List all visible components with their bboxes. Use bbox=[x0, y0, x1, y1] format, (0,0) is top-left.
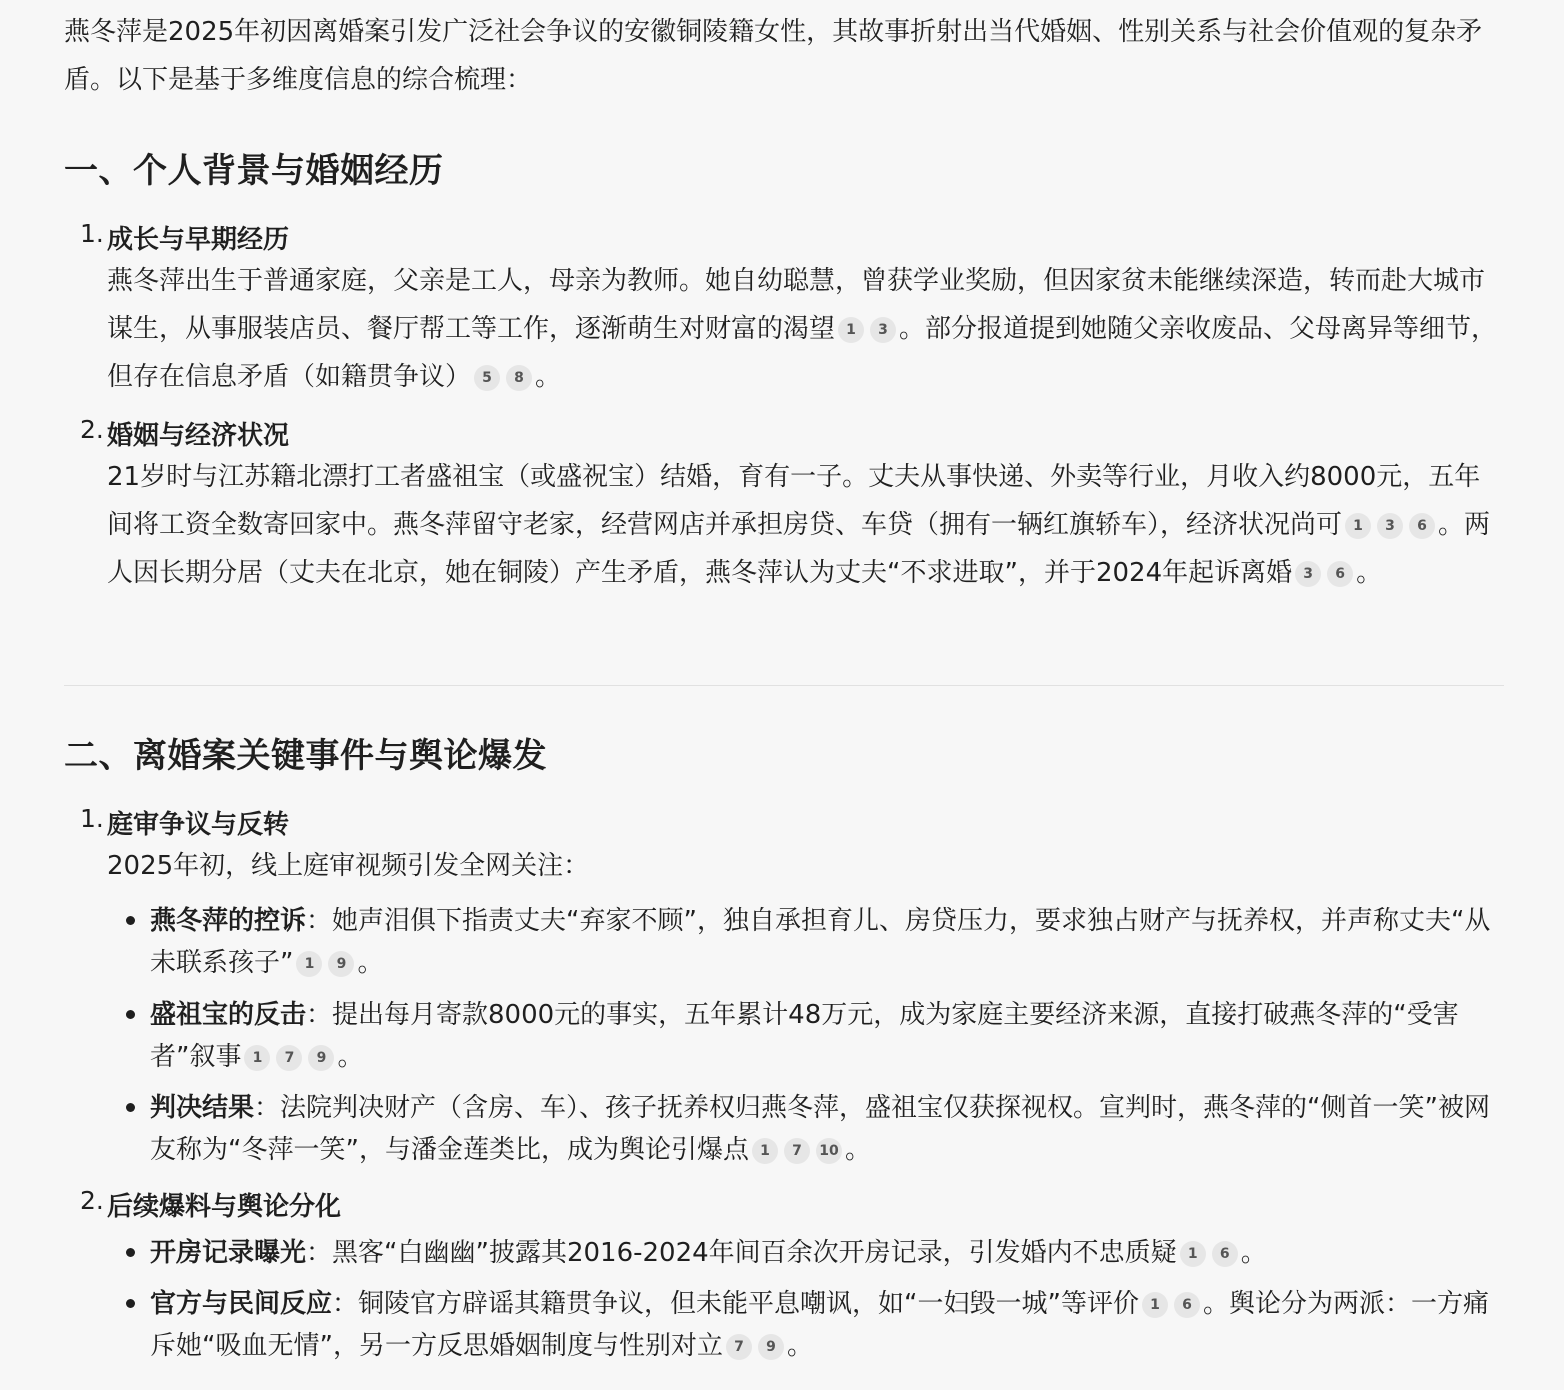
bullet-text: ：法院判决财产（含房、车）、孩子抚养权归燕冬萍，盛祖宝仅获探视权。宣判时，燕冬萍的“侧首一笑”被网友称为“冬萍一笑”，与潘金莲类比，成为舆论引爆点 bbox=[150, 1093, 1490, 1165]
citation-badge[interactable]: 10 bbox=[816, 1138, 842, 1164]
paragraph-text: 。两人因长期分居（丈夫在北京，她在铜陵）产生矛盾，燕冬萍认为丈夫“不求进取”，并于2024年起诉离婚 bbox=[107, 510, 1491, 588]
bullet-text: ：提出每月寄款8000元的事实，五年累计48万元，成为家庭主要经济来源，直接打破燕冬萍的“受害者”叙事 bbox=[150, 1000, 1459, 1072]
citation-badge[interactable]: 8 bbox=[506, 365, 532, 391]
citation-badge[interactable]: 6 bbox=[1174, 1292, 1200, 1318]
item-title: 庭审争议与反转 bbox=[107, 810, 290, 840]
bullet-item bbox=[150, 1232, 1500, 1274]
bullet-text: 。舆论分为两派：一方痛斥她“吸血无情”，另一方反思婚姻制度与性别对立 bbox=[150, 1289, 1489, 1361]
item-number: 1. bbox=[80, 804, 104, 833]
bullet-text: ：黑客“白幽幽”披露其2016-2024年间百余次开房记录，引发婚内不忠质疑 bbox=[306, 1238, 1177, 1268]
bullet-item bbox=[150, 994, 1500, 1078]
citation-badge[interactable]: 1 bbox=[1142, 1292, 1168, 1318]
citation-badge[interactable]: 7 bbox=[784, 1138, 810, 1164]
citation-badge[interactable]: 9 bbox=[308, 1045, 334, 1071]
item-lead: 2025年初，线上庭审视频引发全网关注： bbox=[107, 851, 590, 881]
citation-badge[interactable]: 1 bbox=[1180, 1241, 1206, 1267]
item-paragraph bbox=[107, 257, 1499, 401]
bullet-text: ：她声泪俱下指责丈夫“弃家不顾”，独自承担育儿、房贷压力，要求独占财产与抚养权，并声称丈夫“从未联系孩子” bbox=[150, 906, 1491, 978]
citation-badge[interactable]: 5 bbox=[474, 365, 500, 391]
bullet-item bbox=[150, 1283, 1500, 1367]
citation-badge[interactable]: 6 bbox=[1327, 561, 1353, 587]
bullet-dot bbox=[126, 1299, 135, 1308]
bullet-text: 。 bbox=[357, 948, 384, 978]
bullet-label: 燕冬萍的控诉 bbox=[150, 906, 307, 936]
section-personal-background bbox=[64, 146, 1498, 588]
paragraph-text: 。 bbox=[1356, 558, 1383, 588]
citation-badge[interactable]: 6 bbox=[1409, 513, 1435, 539]
citation-badge[interactable]: 1 bbox=[296, 951, 322, 977]
bullet-text: 。 bbox=[786, 1331, 813, 1361]
item-title: 婚姻与经济状况 bbox=[107, 421, 290, 451]
item-title: 后续爆料与舆论分化 bbox=[107, 1192, 342, 1222]
item-number: 2. bbox=[80, 415, 104, 444]
item-number: 2. bbox=[80, 1186, 104, 1215]
citation-badge[interactable]: 9 bbox=[758, 1334, 784, 1360]
article bbox=[64, 0, 1504, 1361]
bullet-text: 。 bbox=[844, 1135, 871, 1165]
bullet-item bbox=[150, 900, 1500, 984]
section-heading: 二、离婚案关键事件与舆论爆发 bbox=[64, 736, 547, 776]
paragraph-text: 。 bbox=[535, 362, 562, 392]
bullet-label: 盛祖宝的反击 bbox=[150, 1000, 307, 1030]
citation-badge[interactable]: 1 bbox=[1345, 513, 1371, 539]
citation-badge[interactable]: 3 bbox=[1295, 561, 1321, 587]
intro-paragraph: 燕冬萍是2025年初因离婚案引发广泛社会争议的安徽铜陵籍女性，其故事折射出当代婚姻、性别关系与社会价值观的复杂矛盾。以下是基于多维度信息的综合梳理： bbox=[64, 17, 1483, 95]
item-number: 1. bbox=[80, 219, 104, 248]
citation-badge[interactable]: 3 bbox=[1377, 513, 1403, 539]
bullet-text: 。 bbox=[337, 1042, 364, 1072]
bullet-text: ：铜陵官方辟谣其籍贯争议，但未能平息嘲讽，如“一妇毁一城”等评价 bbox=[332, 1289, 1139, 1319]
item-title: 成长与早期经历 bbox=[107, 225, 290, 255]
citation-badge[interactable]: 6 bbox=[1212, 1241, 1238, 1267]
section-divider bbox=[64, 685, 1504, 686]
bullet-label: 官方与民间反应 bbox=[150, 1289, 333, 1319]
citation-badge[interactable]: 1 bbox=[752, 1138, 778, 1164]
paragraph-text: 燕冬萍出生于普通家庭，父亲是工人，母亲为教师。她自幼聪慧，曾获学业奖励，但因家贫未能继续深造，转而赴大城市谋生，从事服装店员、餐厅帮工等工作，逐渐萌生对财富的渴望 bbox=[107, 266, 1486, 344]
citation-badge[interactable]: 1 bbox=[244, 1045, 270, 1071]
item-paragraph bbox=[107, 453, 1499, 597]
bullet-dot bbox=[126, 1103, 135, 1112]
bullet-text: 。 bbox=[1240, 1238, 1267, 1268]
bullet-label: 判决结果 bbox=[150, 1093, 255, 1123]
section-heading: 一、个人背景与婚姻经历 bbox=[64, 151, 444, 191]
paragraph-text: 21岁时与江苏籍北漂打工者盛祖宝（或盛祝宝）结婚，育有一子。丈夫从事快递、外卖等行业，月收入约8000元，五年间将工资全数寄回家中。燕冬萍留守老家，经营网店并承担房贷、车贷（拥有一辆红旗轿车），经济状况尚可 bbox=[107, 462, 1481, 540]
citation-badge[interactable]: 7 bbox=[276, 1045, 302, 1071]
bullet-dot bbox=[126, 916, 135, 925]
bullet-item bbox=[150, 1087, 1500, 1171]
citation-badge[interactable]: 9 bbox=[328, 951, 354, 977]
bullet-dot bbox=[126, 1010, 135, 1019]
citation-badge[interactable]: 1 bbox=[838, 317, 864, 343]
citation-badge[interactable]: 7 bbox=[726, 1334, 752, 1360]
bullet-label: 开房记录曝光 bbox=[150, 1238, 307, 1268]
paragraph-text: 。部分报道提到她随父亲收废品、父母离异等细节，但存在信息矛盾（如籍贯争议） bbox=[107, 314, 1498, 392]
bullet-dot bbox=[126, 1248, 135, 1257]
section-divorce-events bbox=[64, 731, 1491, 1361]
citation-badge[interactable]: 3 bbox=[870, 317, 896, 343]
